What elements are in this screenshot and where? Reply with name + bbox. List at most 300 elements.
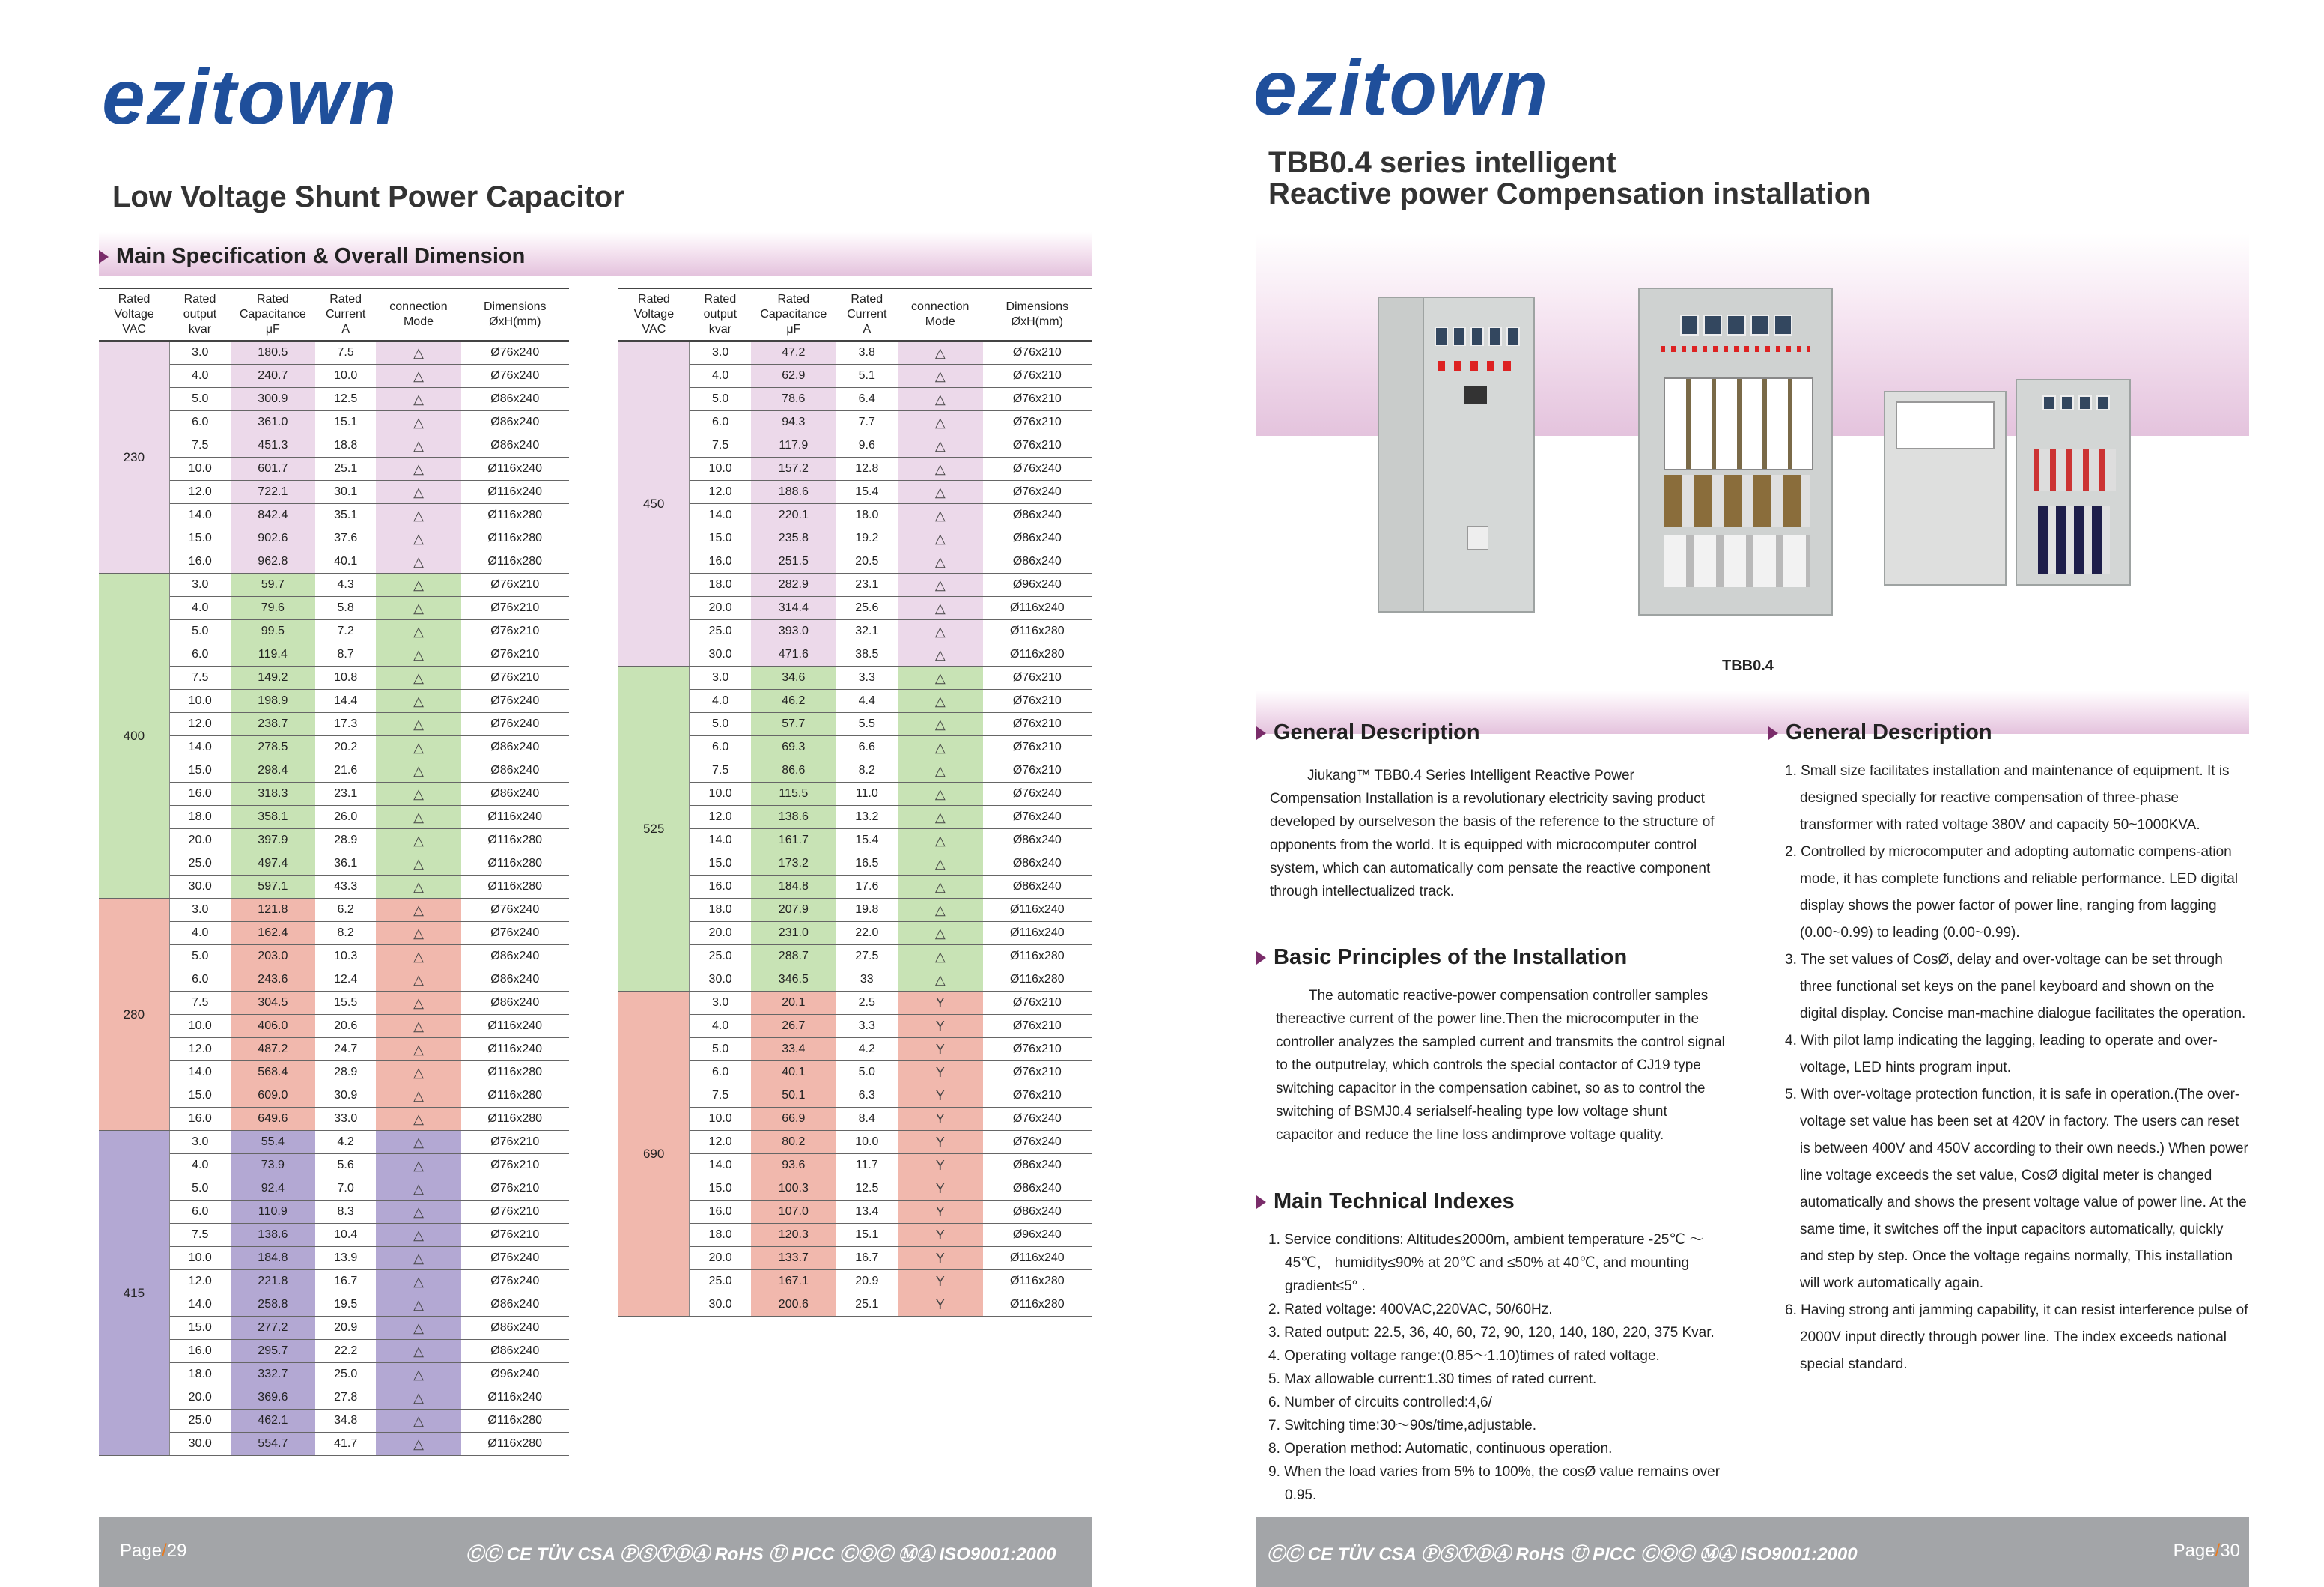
current-cell: 17.6 bbox=[836, 876, 898, 899]
connection-cell: △ bbox=[898, 597, 983, 620]
table-row bbox=[99, 434, 569, 458]
current-cell: 10.0 bbox=[836, 1131, 898, 1154]
connection-cell: △ bbox=[376, 806, 460, 829]
connection-cell: Y bbox=[898, 1108, 983, 1131]
output-cell: 18.0 bbox=[169, 806, 231, 829]
dimension-cell: Ø116x240 bbox=[983, 1247, 1092, 1270]
table-row bbox=[99, 1154, 569, 1177]
connection-cell: △ bbox=[376, 1270, 460, 1293]
table-row bbox=[618, 968, 1092, 992]
output-cell: 10.0 bbox=[690, 783, 751, 806]
table-row bbox=[99, 1410, 569, 1433]
capacitance-cell: 66.9 bbox=[751, 1108, 836, 1131]
table-row bbox=[618, 1131, 1092, 1154]
current-cell: 10.4 bbox=[315, 1224, 377, 1247]
output-cell: 6.0 bbox=[169, 411, 231, 434]
column-header: Dimensions ØxH(mm) bbox=[461, 288, 570, 341]
general-description-list bbox=[1771, 758, 2251, 1378]
table-row bbox=[618, 1061, 1092, 1084]
column-header: connection Mode bbox=[898, 288, 983, 341]
output-cell: 6.0 bbox=[169, 968, 231, 992]
capacitance-cell: 50.1 bbox=[751, 1084, 836, 1108]
output-cell: 15.0 bbox=[169, 1317, 231, 1340]
current-cell: 15.4 bbox=[836, 829, 898, 852]
current-cell: 10.0 bbox=[315, 365, 377, 388]
current-cell: 4.2 bbox=[836, 1038, 898, 1061]
section-title-text: General Description bbox=[1274, 720, 1480, 744]
output-cell: 7.5 bbox=[169, 667, 231, 690]
table-row bbox=[618, 597, 1092, 620]
connection-cell: △ bbox=[898, 481, 983, 504]
capacitance-cell: 842.4 bbox=[231, 504, 315, 527]
table-row bbox=[99, 458, 569, 481]
table-row bbox=[99, 504, 569, 527]
output-cell: 5.0 bbox=[690, 388, 751, 411]
connection-cell: △ bbox=[898, 922, 983, 945]
dimension-cell: Ø76x210 bbox=[983, 1084, 1092, 1108]
connection-cell: △ bbox=[376, 713, 460, 736]
current-cell: 16.5 bbox=[836, 852, 898, 876]
capacitance-cell: 80.2 bbox=[751, 1131, 836, 1154]
connection-cell: △ bbox=[898, 852, 983, 876]
output-cell: 16.0 bbox=[690, 876, 751, 899]
connection-cell: △ bbox=[898, 829, 983, 852]
technical-index-item: 6. Number of circuits controlled:4,6/ bbox=[1268, 1395, 1492, 1410]
dimension-cell: Ø76x210 bbox=[461, 597, 570, 620]
output-cell: 5.0 bbox=[169, 620, 231, 643]
dimension-cell: Ø116x280 bbox=[461, 1108, 570, 1131]
connection-cell: △ bbox=[376, 1061, 460, 1084]
connection-cell: △ bbox=[376, 504, 460, 527]
capacitance-cell: 282.9 bbox=[751, 574, 836, 597]
output-cell: 18.0 bbox=[690, 574, 751, 597]
table-row bbox=[99, 1317, 569, 1340]
table-row bbox=[99, 1108, 569, 1131]
capacitance-cell: 34.6 bbox=[751, 667, 836, 690]
table-row bbox=[99, 341, 569, 365]
connection-cell: △ bbox=[376, 388, 460, 411]
output-cell: 10.0 bbox=[169, 458, 231, 481]
footer-bar-right bbox=[1256, 1517, 2249, 1587]
current-cell: 17.3 bbox=[315, 713, 377, 736]
current-cell: 24.7 bbox=[315, 1038, 377, 1061]
connection-cell: △ bbox=[376, 1201, 460, 1224]
table-row bbox=[618, 1247, 1092, 1270]
dimension-cell: Ø86x240 bbox=[461, 992, 570, 1015]
table-row bbox=[618, 411, 1092, 434]
current-cell: 11.0 bbox=[836, 783, 898, 806]
dimension-cell: Ø86x240 bbox=[983, 852, 1092, 876]
section-title-text: General Description bbox=[1786, 720, 1992, 744]
capacitance-cell: 203.0 bbox=[231, 945, 315, 968]
current-cell: 21.6 bbox=[315, 759, 377, 783]
output-cell: 4.0 bbox=[690, 1015, 751, 1038]
output-cell: 3.0 bbox=[169, 574, 231, 597]
output-cell: 4.0 bbox=[169, 365, 231, 388]
table-row bbox=[618, 759, 1092, 783]
capacitance-cell: 332.7 bbox=[231, 1363, 315, 1386]
connection-cell: △ bbox=[376, 968, 460, 992]
dimension-cell: Ø86x240 bbox=[983, 527, 1092, 550]
output-cell: 4.0 bbox=[169, 922, 231, 945]
capacitance-cell: 115.5 bbox=[751, 783, 836, 806]
basic-principles-text bbox=[1276, 984, 1725, 1147]
connection-cell: △ bbox=[376, 759, 460, 783]
connection-cell: △ bbox=[376, 620, 460, 643]
table-row bbox=[99, 1433, 569, 1456]
output-cell: 15.0 bbox=[690, 852, 751, 876]
connection-cell: △ bbox=[898, 643, 983, 667]
dimension-cell: Ø86x240 bbox=[461, 1340, 570, 1363]
capacitance-cell: 117.9 bbox=[751, 434, 836, 458]
connection-cell: △ bbox=[376, 736, 460, 759]
connection-cell: △ bbox=[376, 922, 460, 945]
output-cell: 16.0 bbox=[690, 550, 751, 574]
output-cell: 6.0 bbox=[690, 1061, 751, 1084]
capacitance-cell: 26.7 bbox=[751, 1015, 836, 1038]
table-row bbox=[618, 1154, 1092, 1177]
output-cell: 25.0 bbox=[690, 620, 751, 643]
dimension-cell: Ø116x280 bbox=[461, 1084, 570, 1108]
table-row bbox=[99, 1293, 569, 1317]
capacitance-cell: 318.3 bbox=[231, 783, 315, 806]
bullet-triangle-icon bbox=[99, 250, 109, 264]
output-cell: 12.0 bbox=[169, 1270, 231, 1293]
capacitance-cell: 235.8 bbox=[751, 527, 836, 550]
capacitance-cell: 304.5 bbox=[231, 992, 315, 1015]
dimension-cell: Ø76x240 bbox=[461, 922, 570, 945]
dimension-cell: Ø76x240 bbox=[983, 806, 1092, 829]
output-cell: 6.0 bbox=[690, 736, 751, 759]
voltage-cell: 525 bbox=[618, 667, 690, 992]
table-row bbox=[618, 829, 1092, 852]
dimension-cell: Ø76x210 bbox=[461, 667, 570, 690]
technical-index-item: 5. Max allowable current:1.30 times of rated current. bbox=[1268, 1371, 1597, 1387]
table-row bbox=[618, 852, 1092, 876]
connection-cell: △ bbox=[898, 945, 983, 968]
table-row bbox=[618, 527, 1092, 550]
connection-cell: Y bbox=[898, 1154, 983, 1177]
technical-index-item: 8. Operation method: Automatic, continuous operation. bbox=[1268, 1441, 1613, 1457]
current-cell: 6.4 bbox=[836, 388, 898, 411]
output-cell: 10.0 bbox=[169, 1247, 231, 1270]
current-cell: 33 bbox=[836, 968, 898, 992]
dimension-cell: Ø86x240 bbox=[983, 829, 1092, 852]
output-cell: 14.0 bbox=[690, 504, 751, 527]
output-cell: 3.0 bbox=[169, 1131, 231, 1154]
brand-logo bbox=[102, 54, 398, 141]
table-row bbox=[618, 992, 1092, 1015]
output-cell: 14.0 bbox=[690, 1154, 751, 1177]
capacitance-cell: 200.6 bbox=[751, 1293, 836, 1317]
voltage-cell: 450 bbox=[618, 341, 690, 667]
column-header: connection Mode bbox=[376, 288, 460, 341]
capacitance-cell: 121.8 bbox=[231, 899, 315, 922]
table-row bbox=[99, 1201, 569, 1224]
capacitance-cell: 649.6 bbox=[231, 1108, 315, 1131]
dimension-cell: Ø116x240 bbox=[983, 899, 1092, 922]
dimension-cell: Ø116x240 bbox=[983, 597, 1092, 620]
logo-text: ezitown bbox=[1253, 45, 1550, 132]
current-cell: 40.1 bbox=[315, 550, 377, 574]
capacitance-cell: 251.5 bbox=[751, 550, 836, 574]
voltage-cell: 415 bbox=[99, 1131, 169, 1456]
current-cell: 18.8 bbox=[315, 434, 377, 458]
brand-logo-right bbox=[1253, 45, 1550, 132]
current-cell: 30.1 bbox=[315, 481, 377, 504]
cert-logos: ⒸⒸ CE TÜV CSA ⓅⓈⓋⒹⒶ RoHS Ⓤ PICC ⒸⓆⒸ ⓂⒶ ISO9001:2000 bbox=[1267, 1544, 1858, 1565]
capacitance-cell: 119.4 bbox=[231, 643, 315, 667]
current-cell: 27.8 bbox=[315, 1386, 377, 1410]
output-cell: 7.5 bbox=[169, 992, 231, 1015]
current-cell: 5.1 bbox=[836, 365, 898, 388]
table-row bbox=[99, 899, 569, 922]
current-cell: 22.0 bbox=[836, 922, 898, 945]
output-cell: 16.0 bbox=[169, 1340, 231, 1363]
output-cell: 5.0 bbox=[690, 1038, 751, 1061]
output-cell: 25.0 bbox=[690, 945, 751, 968]
capacitance-cell: 157.2 bbox=[751, 458, 836, 481]
connection-cell: △ bbox=[376, 434, 460, 458]
current-cell: 20.6 bbox=[315, 1015, 377, 1038]
output-cell: 7.5 bbox=[690, 434, 751, 458]
current-cell: 32.1 bbox=[836, 620, 898, 643]
table-row bbox=[99, 968, 569, 992]
capacitance-cell: 20.1 bbox=[751, 992, 836, 1015]
technical-indexes-list bbox=[1258, 1228, 1722, 1507]
table-row bbox=[618, 550, 1092, 574]
connection-cell: △ bbox=[376, 1293, 460, 1317]
dimension-cell: Ø116x280 bbox=[983, 1293, 1092, 1317]
capacitance-cell: 138.6 bbox=[231, 1224, 315, 1247]
current-cell: 4.3 bbox=[315, 574, 377, 597]
current-cell: 19.5 bbox=[315, 1293, 377, 1317]
general-description-title bbox=[1256, 720, 1480, 745]
description-item: 4. With pilot lamp indicating the lagging, leading to operate and over-voltage, LED hints program input. bbox=[1785, 1033, 2218, 1075]
connection-cell: △ bbox=[376, 1154, 460, 1177]
current-cell: 23.1 bbox=[836, 574, 898, 597]
bullet-triangle-icon bbox=[1256, 1195, 1266, 1209]
page-num: 30 bbox=[2220, 1541, 2240, 1561]
output-cell: 15.0 bbox=[169, 759, 231, 783]
capacitance-cell: 497.4 bbox=[231, 852, 315, 876]
connection-cell: △ bbox=[376, 481, 460, 504]
table-row bbox=[618, 434, 1092, 458]
output-cell: 14.0 bbox=[169, 1061, 231, 1084]
dimension-cell: Ø116x240 bbox=[461, 1015, 570, 1038]
capacitance-cell: 73.9 bbox=[231, 1154, 315, 1177]
connection-cell: △ bbox=[376, 1410, 460, 1433]
description-item: 6. Having strong anti jamming capability, it can resist interference pulse of 2000V input directly through power line. The index exceeds national special standard. bbox=[1785, 1302, 2248, 1372]
dimension-cell: Ø116x280 bbox=[461, 852, 570, 876]
current-cell: 41.7 bbox=[315, 1433, 377, 1456]
table-row bbox=[618, 481, 1092, 504]
dimension-cell: Ø86x240 bbox=[461, 945, 570, 968]
photo-caption: TBB0.4 bbox=[1722, 658, 1774, 674]
output-cell: 16.0 bbox=[690, 1201, 751, 1224]
cabinet-photo-3 bbox=[1884, 379, 2135, 586]
current-cell: 28.9 bbox=[315, 1061, 377, 1084]
dimension-cell: Ø96x240 bbox=[983, 574, 1092, 597]
dimension-cell: Ø116x280 bbox=[461, 504, 570, 527]
dimension-cell: Ø86x240 bbox=[983, 1177, 1092, 1201]
table-row bbox=[99, 1131, 569, 1154]
capacitance-cell: 462.1 bbox=[231, 1410, 315, 1433]
connection-cell: △ bbox=[376, 1177, 460, 1201]
technical-index-item: 7. Switching time:30～90s/time,adjustable. bbox=[1268, 1418, 1537, 1433]
dimension-cell: Ø76x210 bbox=[461, 1131, 570, 1154]
dimension-cell: Ø116x280 bbox=[983, 620, 1092, 643]
title-line-1: TBB0.4 series intelligent bbox=[1268, 146, 1616, 179]
dimension-cell: Ø76x210 bbox=[983, 992, 1092, 1015]
description-item: 1. Small size facilitates installation and maintenance of equipment. It is designed specially for reactive compensation of three-phase transformer with rated voltage 380V and capacity 50~1000KVA. bbox=[1785, 763, 2230, 833]
connection-cell: Y bbox=[898, 1224, 983, 1247]
connection-cell: Y bbox=[898, 1293, 983, 1317]
technical-index-item: 4. Operating voltage range:(0.85～1.10)times of rated voltage. bbox=[1268, 1348, 1660, 1364]
connection-cell: △ bbox=[898, 504, 983, 527]
capacitance-cell: 221.8 bbox=[231, 1270, 315, 1293]
table-row bbox=[618, 1015, 1092, 1038]
output-cell: 30.0 bbox=[690, 968, 751, 992]
dimension-cell: Ø76x210 bbox=[983, 713, 1092, 736]
dimension-cell: Ø116x240 bbox=[983, 922, 1092, 945]
connection-cell: △ bbox=[376, 667, 460, 690]
connection-cell: △ bbox=[376, 458, 460, 481]
connection-cell: △ bbox=[898, 876, 983, 899]
table-row bbox=[99, 620, 569, 643]
table-row bbox=[618, 1177, 1092, 1201]
connection-cell: △ bbox=[898, 388, 983, 411]
dimension-cell: Ø76x240 bbox=[983, 1131, 1092, 1154]
current-cell: 33.0 bbox=[315, 1108, 377, 1131]
output-cell: 15.0 bbox=[690, 1177, 751, 1201]
connection-cell: △ bbox=[376, 365, 460, 388]
connection-cell: △ bbox=[898, 411, 983, 434]
capacitance-cell: 92.4 bbox=[231, 1177, 315, 1201]
output-cell: 3.0 bbox=[690, 992, 751, 1015]
connection-cell: △ bbox=[898, 458, 983, 481]
output-cell: 5.0 bbox=[169, 945, 231, 968]
connection-cell: △ bbox=[898, 365, 983, 388]
connection-cell: △ bbox=[376, 1015, 460, 1038]
output-cell: 16.0 bbox=[169, 550, 231, 574]
capacitance-cell: 161.7 bbox=[751, 829, 836, 852]
connection-cell: △ bbox=[898, 434, 983, 458]
capacitance-cell: 220.1 bbox=[751, 504, 836, 527]
table-row bbox=[618, 899, 1092, 922]
output-cell: 12.0 bbox=[169, 481, 231, 504]
section-title bbox=[99, 244, 525, 269]
table-row bbox=[99, 667, 569, 690]
output-cell: 12.0 bbox=[169, 1038, 231, 1061]
dimension-cell: Ø116x240 bbox=[461, 458, 570, 481]
dimension-cell: Ø96x240 bbox=[461, 1363, 570, 1386]
dimension-cell: Ø76x210 bbox=[983, 736, 1092, 759]
table-row bbox=[99, 1084, 569, 1108]
table-row bbox=[618, 690, 1092, 713]
capacitance-cell: 393.0 bbox=[751, 620, 836, 643]
table-row bbox=[618, 1084, 1092, 1108]
capacitance-cell: 184.8 bbox=[751, 876, 836, 899]
column-header: Rated Current A bbox=[315, 288, 377, 341]
page-label: Page bbox=[120, 1541, 162, 1561]
capacitance-cell: 162.4 bbox=[231, 922, 315, 945]
output-cell: 16.0 bbox=[169, 1108, 231, 1131]
column-header: Rated output kvar bbox=[690, 288, 751, 341]
connection-cell: △ bbox=[376, 1433, 460, 1456]
current-cell: 6.3 bbox=[836, 1084, 898, 1108]
dimension-cell: Ø116x240 bbox=[461, 806, 570, 829]
dimension-cell: Ø76x210 bbox=[461, 1177, 570, 1201]
current-cell: 15.1 bbox=[836, 1224, 898, 1247]
output-cell: 25.0 bbox=[690, 1270, 751, 1293]
dimension-cell: Ø76x210 bbox=[461, 1224, 570, 1247]
connection-cell: △ bbox=[376, 1131, 460, 1154]
table-row bbox=[618, 876, 1092, 899]
table-row bbox=[618, 1293, 1092, 1317]
table-row bbox=[618, 620, 1092, 643]
table-row bbox=[99, 1061, 569, 1084]
table-row bbox=[99, 713, 569, 736]
capacitance-cell: 62.9 bbox=[751, 365, 836, 388]
output-cell: 3.0 bbox=[169, 341, 231, 365]
table-row bbox=[99, 388, 569, 411]
dimension-cell: Ø86x240 bbox=[461, 1293, 570, 1317]
capacitance-cell: 361.0 bbox=[231, 411, 315, 434]
table-header-row bbox=[99, 288, 569, 341]
current-cell: 19.8 bbox=[836, 899, 898, 922]
connection-cell: △ bbox=[898, 527, 983, 550]
connection-cell: △ bbox=[898, 783, 983, 806]
connection-cell: △ bbox=[898, 620, 983, 643]
footer-bar bbox=[99, 1517, 1092, 1587]
page-num: 29 bbox=[166, 1541, 187, 1561]
output-cell: 14.0 bbox=[169, 1293, 231, 1317]
output-cell: 14.0 bbox=[690, 829, 751, 852]
output-cell: 4.0 bbox=[169, 1154, 231, 1177]
output-cell: 10.0 bbox=[690, 1108, 751, 1131]
current-cell: 6.2 bbox=[315, 899, 377, 922]
current-cell: 23.1 bbox=[315, 783, 377, 806]
capacitance-cell: 99.5 bbox=[231, 620, 315, 643]
voltage-cell: 280 bbox=[99, 899, 169, 1131]
output-cell: 20.0 bbox=[690, 597, 751, 620]
table-row bbox=[618, 1270, 1092, 1293]
dimension-cell: Ø76x210 bbox=[983, 434, 1092, 458]
description-item: 3. The set values of CosØ, delay and over-voltage can be set through three functional set keys on the panel keyboard and shown on the digital display. Concise man-machine dialogue facilitates the operation. bbox=[1785, 952, 2246, 1022]
current-cell: 25.0 bbox=[315, 1363, 377, 1386]
dimension-cell: Ø116x280 bbox=[461, 829, 570, 852]
output-cell: 14.0 bbox=[169, 504, 231, 527]
dimension-cell: Ø116x240 bbox=[461, 1386, 570, 1410]
table-row bbox=[618, 945, 1092, 968]
connection-cell: △ bbox=[376, 783, 460, 806]
connection-cell: △ bbox=[376, 597, 460, 620]
dimension-cell: Ø116x280 bbox=[461, 1410, 570, 1433]
dimension-cell: Ø116x280 bbox=[983, 945, 1092, 968]
current-cell: 16.7 bbox=[315, 1270, 377, 1293]
connection-cell: △ bbox=[376, 852, 460, 876]
current-cell: 30.9 bbox=[315, 1084, 377, 1108]
output-cell: 6.0 bbox=[169, 1201, 231, 1224]
connection-cell: △ bbox=[898, 713, 983, 736]
spec-table-right bbox=[618, 288, 1092, 1317]
connection-cell: Y bbox=[898, 1201, 983, 1224]
capacitance-cell: 231.0 bbox=[751, 922, 836, 945]
current-cell: 6.6 bbox=[836, 736, 898, 759]
current-cell: 22.2 bbox=[315, 1340, 377, 1363]
current-cell: 7.0 bbox=[315, 1177, 377, 1201]
